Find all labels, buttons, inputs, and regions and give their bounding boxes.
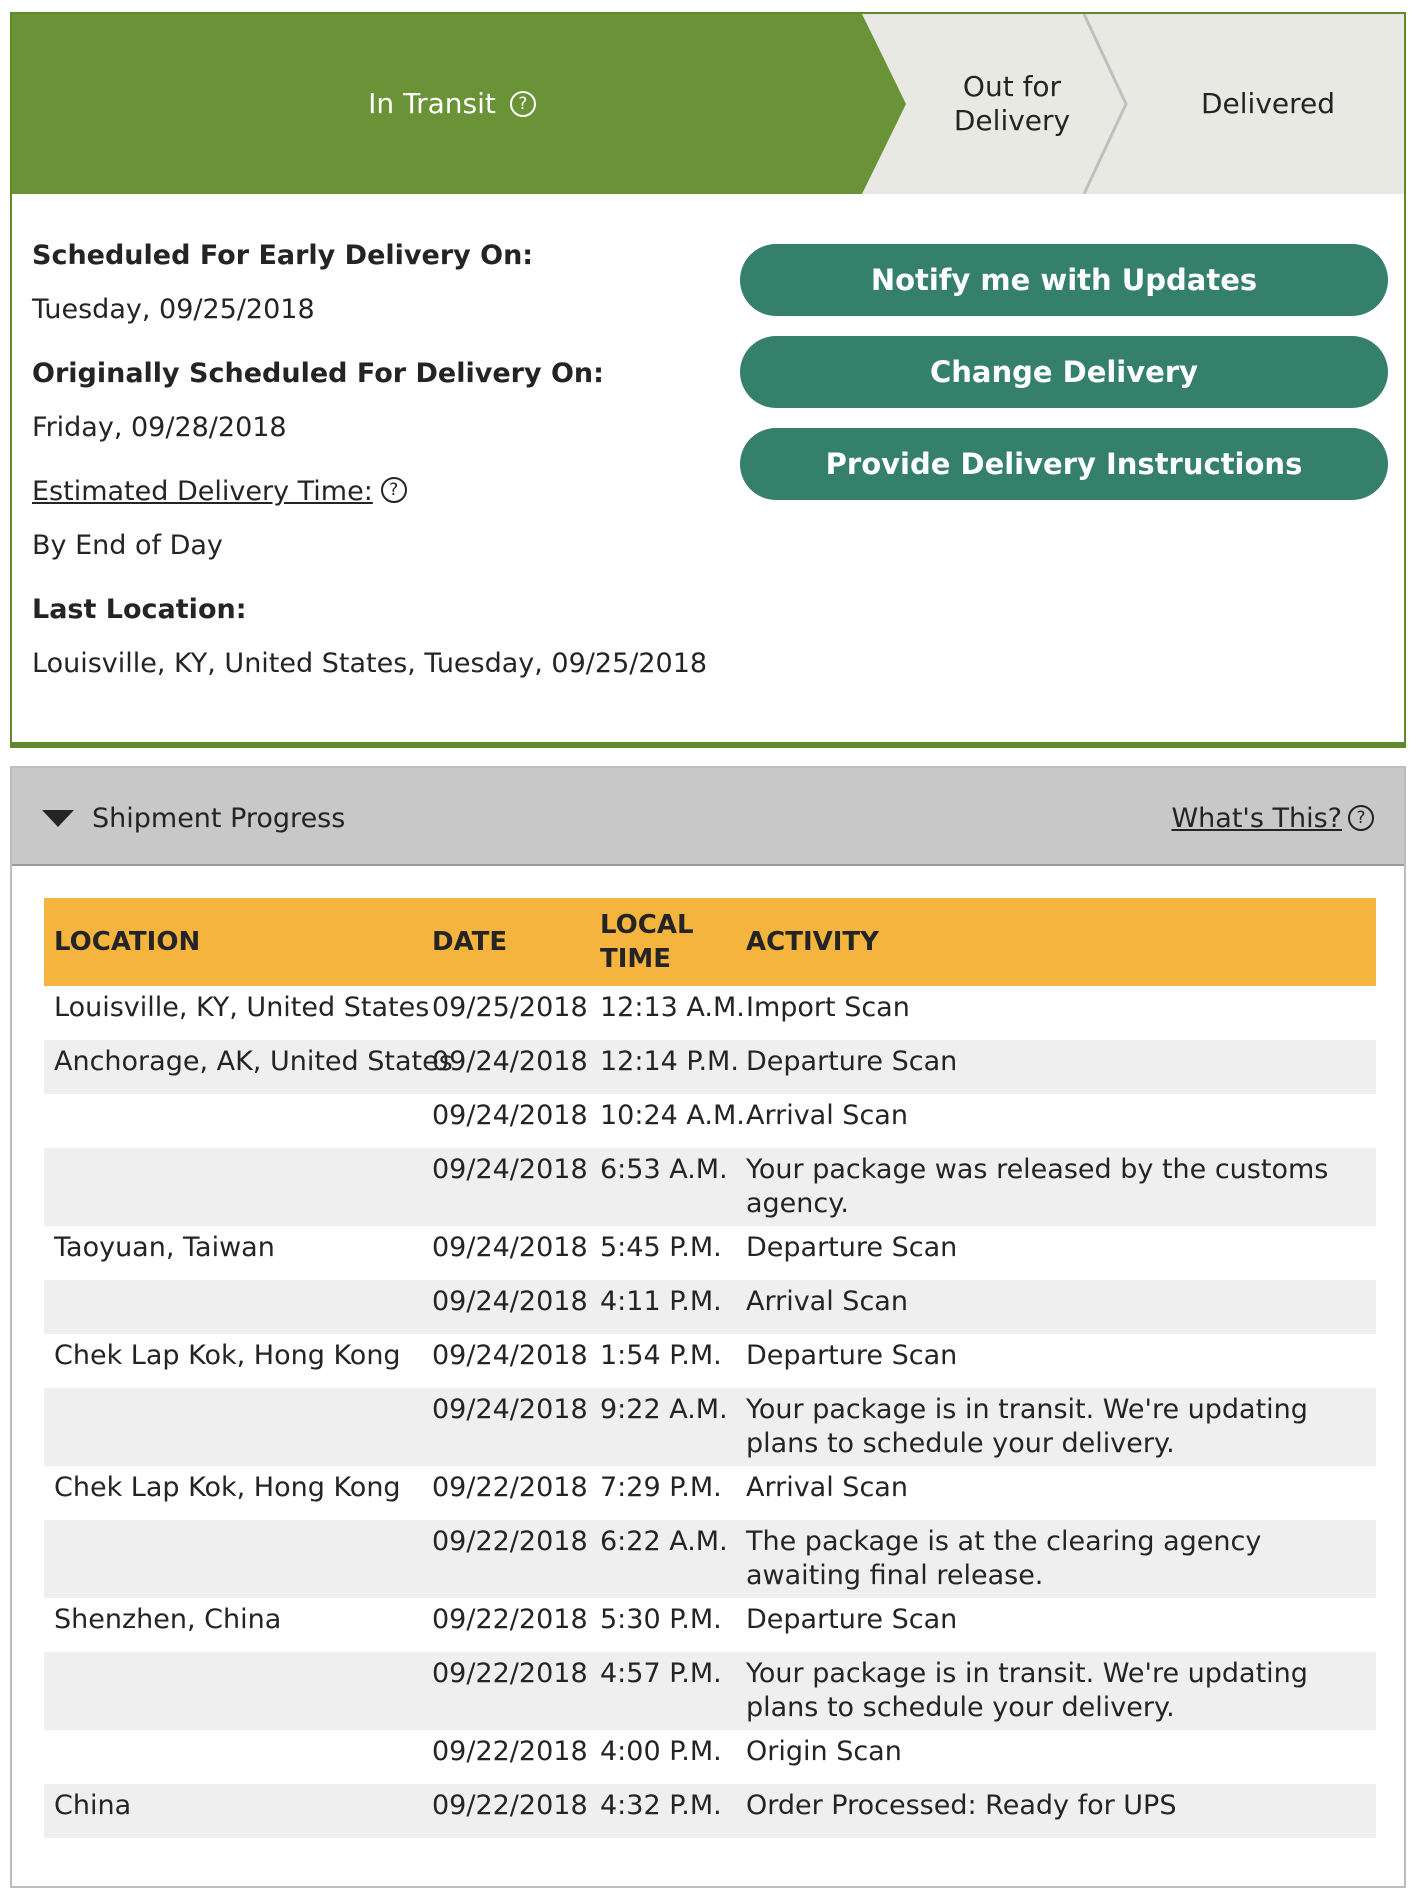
shipment-progress-panel: [10, 766, 1406, 1888]
early-delivery-value: Tuesday, 09/25/2018: [32, 294, 315, 325]
cell-time: 5:45 P.M.: [600, 1232, 722, 1263]
cell-date: 09/22/2018: [432, 1604, 588, 1635]
last-location-label: Last Location:: [32, 594, 247, 625]
cell-date: 09/22/2018: [432, 1472, 588, 1503]
delivery-status-card: [10, 12, 1406, 748]
cell-date: 09/24/2018: [432, 1286, 588, 1317]
cell-time: 4:00 P.M.: [600, 1736, 722, 1767]
cell-location: Taoyuan, Taiwan: [54, 1232, 275, 1263]
estimated-time-label: [32, 476, 732, 530]
cell-activity: Your package is in transit. We're updating plans to schedule your delivery.: [746, 1394, 1308, 1459]
column-header-activity: ACTIVITY: [746, 927, 879, 957]
table-row: [44, 1520, 1376, 1598]
cell-date: 09/24/2018: [432, 1046, 588, 1077]
cell-time: 4:57 P.M.: [600, 1658, 722, 1689]
cell-activity: Arrival Scan: [746, 1472, 908, 1503]
early-delivery-label: Scheduled For Early Delivery On:: [32, 240, 534, 271]
table-row: [44, 1652, 1376, 1730]
help-icon: ?: [1348, 805, 1374, 831]
shipment-progress-header: [12, 768, 1404, 866]
cell-time: 5:30 P.M.: [600, 1604, 722, 1635]
cell-time: 1:54 P.M.: [600, 1340, 722, 1371]
cell-activity: Import Scan: [746, 992, 910, 1023]
cell-time: 6:22 A.M.: [600, 1526, 728, 1557]
cell-date: 09/22/2018: [432, 1526, 588, 1557]
cell-location: [44, 1520, 422, 1598]
estimated-time-link[interactable]: Estimated Delivery Time:: [32, 476, 373, 507]
cell-date: 09/22/2018: [432, 1736, 588, 1767]
last-location-value: Louisville, KY, United States, Tuesday, 09/25/2018: [32, 648, 708, 679]
cell-time: 4:11 P.M.: [600, 1286, 722, 1317]
change-delivery-button[interactable]: Change Delivery: [740, 336, 1388, 408]
delivery-progress-stepper: [12, 14, 1404, 194]
help-icon[interactable]: ?: [510, 91, 536, 117]
table-row: [44, 986, 1376, 1040]
cell-location: Louisville, KY, United States: [54, 992, 430, 1023]
cell-activity: Your package is in transit. We're updating plans to schedule your delivery.: [746, 1658, 1308, 1723]
column-header-location: LOCATION: [54, 927, 201, 957]
cell-date: 09/22/2018: [432, 1790, 588, 1821]
estimated-time-value: By End of Day: [32, 530, 223, 561]
table-row: [44, 1334, 1376, 1388]
table-header-row: [44, 898, 1376, 986]
cell-location: Chek Lap Kok, Hong Kong: [54, 1472, 401, 1503]
cell-activity: Your package was released by the customs agency.: [746, 1154, 1329, 1219]
table-row: [44, 1094, 1376, 1148]
table-row: [44, 1466, 1376, 1520]
cell-date: 09/24/2018: [432, 1394, 588, 1425]
cell-date: 09/24/2018: [432, 1100, 588, 1131]
cell-date: 09/22/2018: [432, 1658, 588, 1689]
shipment-progress-table: [44, 898, 1376, 1838]
cell-date: 09/25/2018: [432, 992, 588, 1023]
cell-date: 09/24/2018: [432, 1154, 588, 1185]
table-row: [44, 1730, 1376, 1784]
cell-activity: Arrival Scan: [746, 1286, 908, 1317]
cell-date: 09/24/2018: [432, 1340, 588, 1371]
table-row: [44, 1784, 1376, 1838]
caret-down-icon: [42, 810, 74, 827]
table-row: [44, 1226, 1376, 1280]
cell-activity: The package is at the clearing agency awaiting final release.: [746, 1526, 1262, 1591]
step-delivered-label: Delivered: [1200, 87, 1336, 120]
delivery-actions: [740, 244, 1388, 520]
step-in-transit-label: In Transit: [368, 87, 496, 120]
step-out-for-delivery: [912, 14, 1112, 194]
cell-location: [44, 1148, 422, 1226]
cell-time: 12:13 A.M.: [600, 992, 745, 1023]
cell-time: 4:32 P.M.: [600, 1790, 722, 1821]
cell-location: [44, 1388, 422, 1466]
delivery-details: [32, 240, 732, 712]
table-row: [44, 1148, 1376, 1226]
table-row: [44, 1280, 1376, 1334]
cell-activity: Arrival Scan: [746, 1100, 908, 1131]
delivery-instructions-button[interactable]: Provide Delivery Instructions: [740, 428, 1388, 500]
original-delivery-value: Friday, 09/28/2018: [32, 412, 287, 443]
table-row: [44, 1598, 1376, 1652]
cell-activity: Departure Scan: [746, 1340, 958, 1371]
whats-this-link[interactable]: [1171, 798, 1374, 838]
cell-activity: Departure Scan: [746, 1046, 958, 1077]
cell-activity: Origin Scan: [746, 1736, 902, 1767]
cell-time: 12:14 P.M.: [600, 1046, 739, 1077]
step-out-for-delivery-label: Out for Delivery: [953, 70, 1071, 137]
help-icon[interactable]: ?: [381, 477, 407, 503]
cell-location: China: [54, 1790, 132, 1821]
cell-time: 7:29 P.M.: [600, 1472, 722, 1503]
step-in-transit: [12, 14, 892, 194]
cell-activity: Departure Scan: [746, 1232, 958, 1263]
cell-activity: Order Processed: Ready for UPS: [746, 1790, 1177, 1821]
shipment-progress-title: Shipment Progress: [92, 802, 346, 834]
cell-activity: Departure Scan: [746, 1604, 958, 1635]
cell-location: [44, 1094, 422, 1148]
cell-time: 6:53 A.M.: [600, 1154, 728, 1185]
whats-this-label: What's This?: [1171, 802, 1342, 834]
cell-location: [44, 1730, 422, 1784]
cell-location: [44, 1280, 422, 1334]
original-delivery-label: Originally Scheduled For Delivery On:: [32, 358, 604, 389]
notify-updates-button[interactable]: Notify me with Updates: [740, 244, 1388, 316]
cell-location: Anchorage, AK, United States: [54, 1046, 453, 1077]
cell-time: 9:22 A.M.: [600, 1394, 728, 1425]
column-header-date: DATE: [432, 927, 508, 957]
cell-date: 09/24/2018: [432, 1232, 588, 1263]
step-delivered: [1132, 14, 1404, 194]
shipment-progress-toggle[interactable]: [42, 798, 345, 838]
cell-location: [44, 1652, 422, 1730]
table-row: [44, 1040, 1376, 1094]
cell-location: Shenzhen, China: [54, 1604, 282, 1635]
column-header-local-time: LOCAL TIME: [600, 910, 694, 974]
table-row: [44, 1388, 1376, 1466]
cell-time: 10:24 A.M.: [600, 1100, 745, 1131]
cell-location: Chek Lap Kok, Hong Kong: [54, 1340, 401, 1371]
